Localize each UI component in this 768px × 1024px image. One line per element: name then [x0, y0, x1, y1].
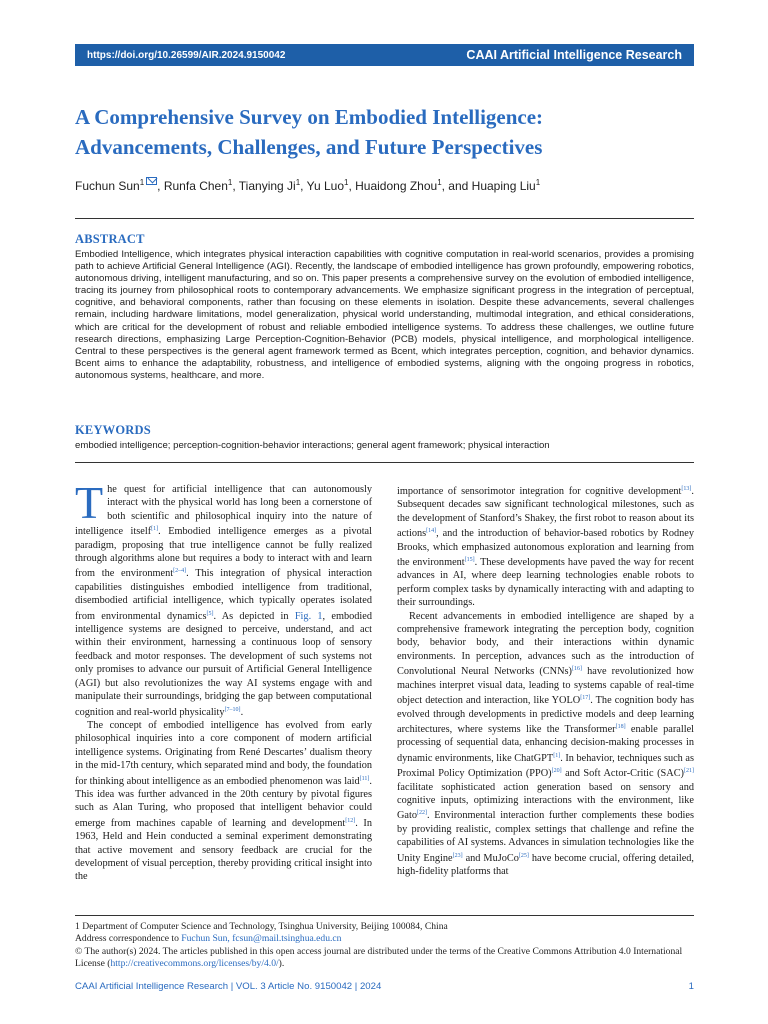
- keywords-heading: KEYWORDS: [75, 423, 151, 437]
- text-run: importance of sensorimotor integration for cognitive development: [397, 486, 682, 497]
- text-run: have revolutionized how machines interpret visual data, leading to systems capable of real-time object detection and interaction, like YOLO: [397, 666, 694, 707]
- citation[interactable]: [12]: [345, 817, 356, 824]
- author-name: Fuchun Sun: [75, 179, 140, 193]
- citation[interactable]: [11]: [359, 775, 370, 782]
- text-run: .: [240, 706, 244, 718]
- author-affiliation: 1: [295, 178, 301, 187]
- divider: [75, 218, 694, 219]
- body-column-left: [75, 477, 372, 884]
- header-bar: [75, 44, 694, 66]
- citation[interactable]: [22]: [417, 810, 428, 817]
- drop-cap: T: [75, 477, 104, 528]
- text-run: . Environmental interaction further complements these bodies by providing realistic, complex settings that challenge and refine the capabilities of AI systems. Advances in simulation technologies like the Unity Engine: [397, 810, 694, 864]
- license-link[interactable]: http://creativecommons.org/licenses/by/4.0/: [110, 958, 279, 970]
- text-run: © The author(s) 2024. The articles published in this open access journal are distributed under the terms of the Creative Commons Attribution 4.0 International License (: [75, 945, 683, 970]
- author-affiliation: 1: [437, 178, 442, 187]
- title-line-2: Advancements, Challenges, and Future Perspectives: [75, 135, 543, 159]
- citation[interactable]: [13]: [681, 486, 692, 492]
- citation[interactable]: [23]: [452, 852, 463, 859]
- doi-link[interactable]: https://doi.org/10.26599/AIR.2024.9150042: [87, 49, 286, 61]
- body-column-right: [397, 483, 694, 878]
- paragraph: [75, 719, 372, 884]
- text-run: . These developments have paved the way for recent advances in AI, where deep learning technologies enable robots to perform complex tasks by dynamically interacting with and adapting to their surroundings.: [397, 557, 694, 609]
- citation[interactable]: [16]: [571, 666, 582, 673]
- mail-icon[interactable]: [146, 177, 157, 185]
- footer-journal-info: CAAI Artificial Intelligence Research | VOL. 3 Article No. 9150042 | 2024: [75, 981, 382, 992]
- citation[interactable]: [18]: [615, 723, 626, 730]
- text-run: and Soft Actor-Critic (SAC): [561, 768, 684, 780]
- author-name: Tianying Ji: [238, 179, 296, 193]
- license-note: [75, 946, 694, 971]
- citation[interactable]: [14]: [426, 528, 437, 535]
- title-line-1: A Comprehensive Survey on Embodied Intelligence:: [75, 105, 544, 129]
- text-run: he quest for artificial intelligence that can autonomously interact with the physical world has long been a cornerstone of both scientific and philosophical inquiry into the nature of intelligence itself: [75, 484, 372, 538]
- author-name: Huaping Liu: [471, 179, 536, 193]
- paragraph: [397, 483, 694, 610]
- author-name: Yu Luo: [306, 179, 344, 193]
- text-run: . In behavior, techniques such as Proximal Policy Optimization (PPO): [397, 752, 694, 780]
- author-name: Huaidong Zhou: [355, 179, 438, 193]
- keywords-text: embodied intelligence; perception-cognition-behavior interactions; general agent framework; physical interaction: [75, 440, 550, 451]
- text-run: The concept of embodied intelligence has evolved from early philosophical inquiries into a core component of modern artificial intelligence systems. Originating from René Descartes’ dualism theory in the mid-17th century, which separated mind and body, the foundation for thinking about intelligence as an embodied phenomenon was laid: [75, 719, 372, 787]
- paper-title: [75, 102, 694, 162]
- text-run: . In 1963, Held and Hein conducted a seminal experiment demonstrating that active movement and sensory feedback are crucial for the development of visual perception, thereby providing critical insight into the: [75, 817, 372, 883]
- citation[interactable]: [5]: [206, 610, 214, 617]
- divider: [75, 462, 694, 463]
- author-affiliation: 1: [227, 178, 233, 187]
- page-number: 1: [688, 981, 694, 992]
- text-run: ).: [278, 958, 285, 970]
- text-run: . As depicted in: [213, 610, 295, 622]
- text-run: Recent advancements in embodied intelligence are shaped by a comprehensive framework integrating the perception body, cognition body, behavior body, and their interactions within dynamic environments. In perception, advances such as the introduction of Convolutional Neural Networks (CNNs): [397, 610, 694, 678]
- author-affiliation: 1: [344, 178, 349, 187]
- figure-link[interactable]: Fig. 1: [294, 610, 323, 622]
- paragraph: [75, 477, 372, 719]
- author-affiliation: 1: [139, 178, 145, 187]
- author-affiliation: 1: [535, 178, 541, 187]
- correspondence-link[interactable]: Fuchun Sun, fcsun@mail.tsinghua.edu.cn: [181, 933, 342, 945]
- abstract-heading: ABSTRACT: [75, 232, 145, 246]
- text-run: . Embodied intelligence emerges as a pivotal paradigm, proposing that true intelligence cannot be fully realized through algorithms alone but requires a body to interact with and learn from the environment: [75, 526, 372, 580]
- page-footer: [75, 981, 694, 992]
- citation[interactable]: [7–10]: [224, 706, 241, 713]
- text-run: and MuJoCo: [462, 852, 519, 864]
- divider: [75, 915, 694, 916]
- citation[interactable]: [2–4]: [173, 568, 187, 575]
- text-run: . This integration of physical interaction capabilities distinguishes embodied intelligence from traditional, disembodied artificial intelligence, which typically operates isolated from environmental dynamics: [75, 568, 372, 622]
- affiliation-note: 1 Department of Computer Science and Technology, Tsinghua University, Beijing 100084, China: [75, 921, 448, 932]
- text-run: Address correspondence to: [75, 933, 182, 945]
- paragraph: [397, 610, 694, 879]
- text-run: . This idea was further advanced in the 20th century by pivotal figures such as Alan Turing, who proposed that intelligent behavior could emerge from machines capable of learning and development: [75, 775, 372, 829]
- text-run: , and the introduction of behavior-based robotics by Rodney Brooks, which emphasized autonomous exploration and learning from the environment: [397, 528, 694, 569]
- text-run: . Subsequent decades saw significant technological milestones, such as the development of Stanford’s Shakey, the first robot to reason about its actions: [397, 486, 694, 540]
- citation[interactable]: [1]: [151, 526, 159, 533]
- citation[interactable]: [25]: [518, 852, 529, 859]
- text-run: enable parallel processing of sequential data, enhancing decision-making processes in dynamic environments, like ChatGPT: [397, 723, 694, 764]
- text-run: facilitate sophisticated action generation based on sensory and cognitive inputs, optimizing interactions with the environment, like Gato: [397, 781, 694, 822]
- citation[interactable]: [15]: [464, 557, 475, 564]
- footnotes: [75, 921, 694, 971]
- author-list: Fuchun Sun$^1$ , Runfa Chen$^1$, Tianying Ji$^1$, Yu Luo$^1$, Huaidong Zhou$^1$, and Huaping Liu$^1$: [75, 178, 541, 193]
- citation[interactable]: [21]: [684, 768, 694, 775]
- text-run: . The cognition body has evolved through developments in predictive models and deep learning architectures, where systems like the Transformer: [397, 695, 694, 735]
- citation[interactable]: [17]: [580, 695, 591, 702]
- correspondence-note: [75, 933, 694, 945]
- citation[interactable]: [20]: [551, 768, 562, 775]
- citation[interactable]: [1]: [553, 752, 561, 759]
- text-run: , embodied intelligence systems are designed to perceive, understand, and act within their environment, harnessing a continuous loop of sensory feedback and motor responses. The development of such systems not only promises to advance our pursuit of Artificial General Intelligence (AGI) but also revolutionizes the way AI systems engage with and manipulate their surroundings, bridging the gap between computational cognition and real-world physicality: [75, 610, 372, 718]
- abstract-text: Embodied Intelligence, which integrates physical interaction capabilities with cognitive computation in real-world scenarios, provides a promising path to achieve Artificial General Intelligence (AGI). Recently, the landscape of embodied intelligence has grown profoundly, empowering robotics, autonomous driving, intelligent manufacturing, and so on. This paper presents a comprehensive survey on the evolution of embodied intelligence, tracing its journey from philosophical roots to contemporary advancements. We emphasize significant progress in the integration of perceptual, cognitive, and behavioral components, rather than focusing on these elements in isolation. Despite these advancements, several challenges remain, including hardware limitations, model generalization, physical world understanding, multimodal integration, and ethical considerations, which are critical for the development of robust and reliable embodied intelligence systems. To address these challenges, we outline future research directions, emphasizing Large Perception-Cognition-Behavior (PCB) models, physical intelligence, and morphological intelligence. Central to these perspectives is the general agent framework termed as Bcent, which integrates perception, cognition, and behavior dynamics. Bcent aims to enhance the adaptability, robustness, and intelligence of embodied systems, aligning with the ongoing progress in robotics, autonomous systems, healthcare, and more.: [75, 249, 694, 381]
- author-name: Runfa Chen: [163, 179, 228, 193]
- journal-name: CAAI Artificial Intelligence Research: [466, 48, 682, 62]
- text-run: have become crucial, offering detailed, high-fidelity platforms that: [397, 852, 694, 877]
